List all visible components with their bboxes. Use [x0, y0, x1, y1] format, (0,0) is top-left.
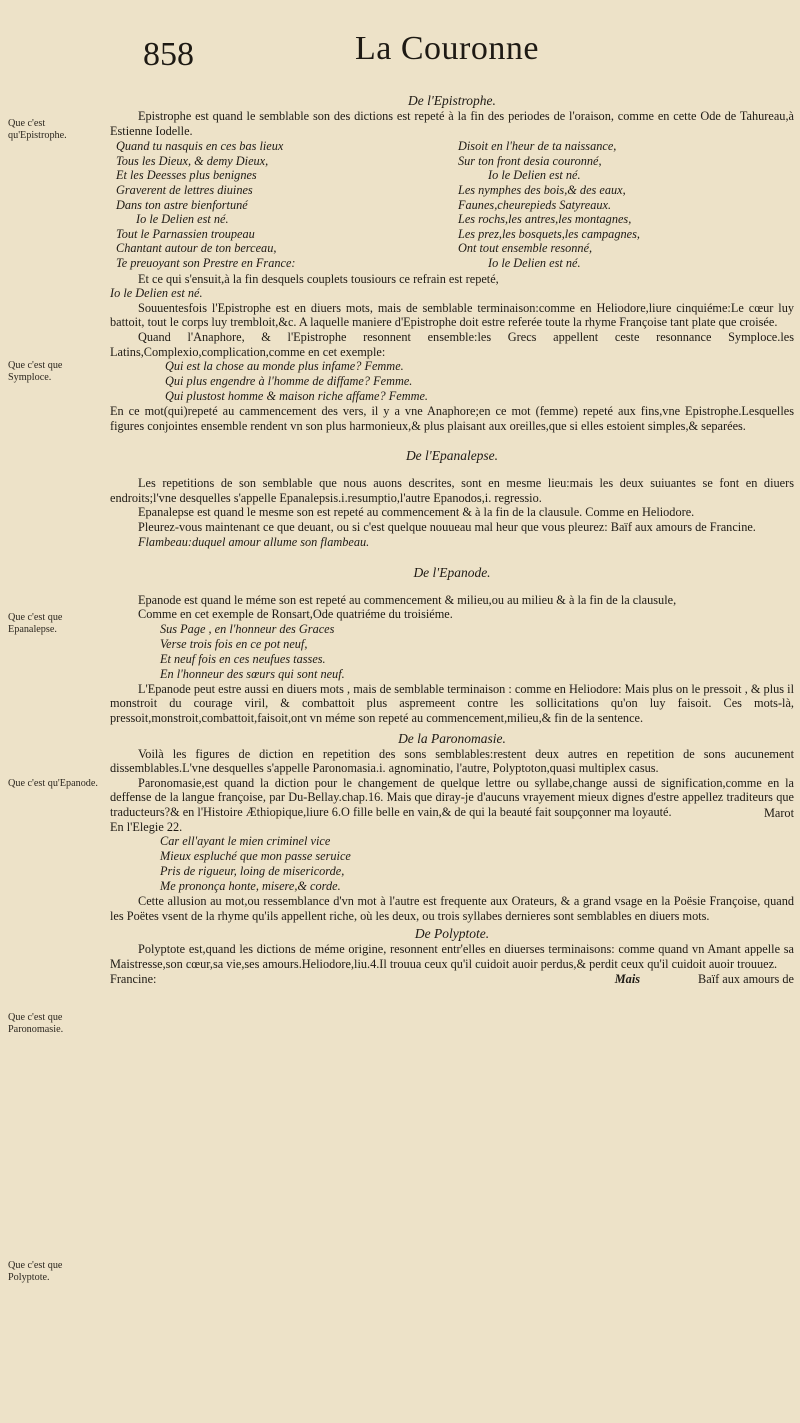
verse-line: Quand tu nasquis en ces bas lieux [116, 139, 284, 154]
paragraph: Epanalepse est quand le mesme son est repeté au commencement & à la fin de la clausule. Comme en Heliodore. [138, 505, 695, 520]
paragraph: En ce mot(qui)repeté au cammencement des vers, il y a vne Anaphore;en ce mot (femme) repeté aux fins,vne Epistrophe.Lesquelles figures conjointes ensemble rendent vn son plus harmonieux,& plus plaisant aux oreilles,que si elles estoient simples,& separées. [110, 404, 794, 433]
margin-note-polyptote: Que c'est que Polyptote. [8, 1260, 63, 1283]
verse-line: Qui plustost homme & maison riche affame? Femme. [165, 389, 428, 404]
verse-line: En l'honneur des sœurs qui sont neuf. [160, 666, 345, 681]
paragraph: Cette allusion au mot,ou ressemblance d'vn mot à l'autre est frequente aux Orateurs, & a grand vsage en la Poësie Françoise, quand les Poëtes vsent de la rhyme qu'ils appellent riche, où les deux, ou trois syllabes dernieres sont semblables en diuers mots. [110, 894, 794, 923]
margin-note-epanalepse: Que c'est que Epanalepse. [8, 612, 63, 635]
section-title-epistrophe: De l'Epistrophe. [408, 93, 496, 108]
verse-line: Flambeau:duquel amour allume son flambeau. [138, 534, 370, 549]
paragraph: Souuentesfois l'Epistrophe est en diuers mots, mais de semblable terminaison:comme en Heliodore,liure cinquiéme:Le cœur luy battoit, tout le corps luy trembloit,&c. A laquelle maniere d'Epistrophe doit estre referée toute la rhyme Françoise tant plate que croisée. [110, 300, 794, 330]
verse-line: Sur ton front desia couronné, [458, 153, 602, 168]
section-title-epanalepse: De l'Epanalepse. [405, 448, 499, 464]
ode-verse [116, 139, 794, 270]
paragraph: Epistrophe est quand le semblable son des dictions est repeté à la fin des periodes de l'oraison, comme en cette Ode de Tahureau,à Estienne Iodelle. [110, 109, 794, 138]
page-number: 858 [143, 36, 194, 73]
running-title: La Couronne [355, 30, 539, 67]
section-title-epanode: De l'Epanode. [413, 564, 491, 580]
elegie-reference: En l'Elegie 22. [110, 819, 183, 834]
elegie-line [110, 805, 794, 835]
verse-line: Disoit en l'heur de ta naissance, [458, 139, 617, 154]
verse-line: Car ell'ayant le mien criminel vice [160, 834, 331, 849]
margin-note-symploce: Que c'est que Symploce. [8, 360, 63, 383]
verse-line: Et neuf fois en ces neufues tasses. [160, 651, 326, 666]
verse-line: Les prez,les bosquets,les campagnes, [458, 226, 640, 241]
paragraph: Comme en cet exemple de Ronsart,Ode quatriéme du troisiéme. [138, 607, 453, 622]
paragraph: L'Epanode peut estre aussi en diuers mots , mais de semblable terminaison : comme en Heliodore: Mais plus on le pressoit , & plus il monstroit du courage viril, & combattoit plus aspremeent contre les sollicitations qu'on luy faisoit. Ces mots-là, pressoit,monstroit,combattoit,faisoit,ont vn méme son repeté au commencement,milieu,& fin de la sentence. [110, 681, 794, 726]
verse-line: Et les Deesses plus benignes [116, 168, 257, 183]
paragraph: Et ce qui s'ensuit,à la fin desquels couplets tousiours ce refrain est repeté, [138, 271, 499, 286]
verse-line: Qui plus engendre à l'homme de diffame? Femme. [165, 374, 413, 389]
verse-column-right [458, 139, 788, 270]
baif-reference: Baïf aux amours de [698, 971, 794, 986]
verse-line: Faunes,cheurepieds Satyreaux. [458, 197, 612, 212]
paragraph: Paronomasie,est quand la diction pour le changement de quelque lettre ou syllabe,change aussi de signification,comme en la deffense de la langue françoise, par Du-Bellay.chap.16. Mais que diray-je d'aucuns vrayement mieux dignes d'estre appellez traditeurs que traducteurs?& en l'Histoire Æthiopique,liure 6.O fille belle en vain,& de qui la beauté fait soupçonner ma loyauté. [110, 775, 794, 819]
author-marot: Marot [763, 805, 794, 820]
margin-note-epanode: Que c'est qu'Epanode. [8, 778, 98, 789]
verse-line: Mieux espluché que mon passe seruice [160, 849, 351, 864]
verse-line: Dans ton astre bienfortuné [116, 197, 248, 212]
verse-line: Te preuoyant son Prestre en France: [116, 255, 296, 270]
main-text [110, 92, 794, 986]
last-line [110, 972, 670, 987]
section-title-paronomasie: De la Paronomasie. [398, 730, 506, 746]
verse-line: Sus Page , en l'honneur des Graces [160, 621, 335, 636]
paragraph: Voilà les figures de diction en repetition des sons semblables:restent deux autres en repetition de sons aucunement dissemblables.L'vne desquelles s'appelle Paronomasia.i. agnominatio, l'autre, Polyptoton,quasi multiplex casus. [110, 746, 794, 776]
verse-line: Me prononça honte, misere,& corde. [160, 879, 341, 894]
verse-line: Io le Delien est né. [488, 168, 581, 183]
verse-line: Verse trois fois en ce pot neuf, [160, 636, 308, 651]
verse-line: Io le Delien est né. [488, 255, 581, 270]
verse-line: Qui est la chose au monde plus infame? Femme. [165, 359, 404, 374]
catchword: Mais [614, 971, 641, 986]
verse-line: Tout le Parnassien troupeau [116, 226, 255, 241]
refrain-line: Io le Delien est né. [110, 286, 203, 301]
verse-line: Ont tout ensemble resonné, [458, 241, 593, 256]
paragraph-text: Francine: [110, 971, 157, 986]
paragraph-text: Polyptote est,quand les dictions de méme origine, resonnent entr'elles en diuerses terminaisons: comme quand vn Amant appelle sa Maistresse,son cœur,sa vie,ses amours.Heliodore,liu.4.Il trouua ceux qu'il cuidoit auoir perdus,& perdit ceux qu'il cuidoit auoir trouuez. [110, 942, 794, 971]
page-header [0, 28, 800, 88]
verse-line: Chantant autour de ton berceau, [116, 241, 277, 256]
paragraph: Pleurez-vous maintenant ce que deuant, ou si c'est quelque nouueau mal heur que vous pleurez: Baïf aux amours de Francine. [138, 520, 756, 535]
paragraph: Quand l'Anaphore, & l'Epistrophe resonnent ensemble:les Grecs appellent ceste resonnance Symploce.les Latins,Complexio,complication,comme en cet exemple: [110, 329, 794, 359]
paragraph: Epanode est quand le méme son est repeté au commencement & milieu,ou au milieu & à la fin de la clausule, [138, 592, 677, 607]
margin-note-epistrophe: Que c'est qu'Epistrophe. [8, 118, 67, 141]
verse-column-left [116, 139, 446, 270]
section-title-polyptote: De Polyptote. [414, 926, 490, 942]
verse-line: Les nymphes des bois,& des eaux, [458, 182, 626, 197]
verse-line: Les rochs,les antres,les montagnes, [458, 212, 632, 227]
verse-line: Graverent de lettres diuines [116, 182, 253, 197]
verse-line: Tous les Dieux, & demy Dieux, [116, 153, 269, 168]
margin-note-paronomasie: Que c'est que Paronomasie. [8, 1012, 64, 1035]
verse-line: Io le Delien est né. [136, 212, 229, 227]
paragraph: Les repetitions de son semblable que nous auons descrites, sont en mesme lieu:mais les deux suiuantes se font en diuers endroits;l'vne desquelles s'appelle Epanalepsis.i.resumptio,l'autre Epanodos,i. regressio. [110, 476, 794, 505]
verse-line: Pris de rigueur, loing de misericorde, [160, 864, 345, 879]
